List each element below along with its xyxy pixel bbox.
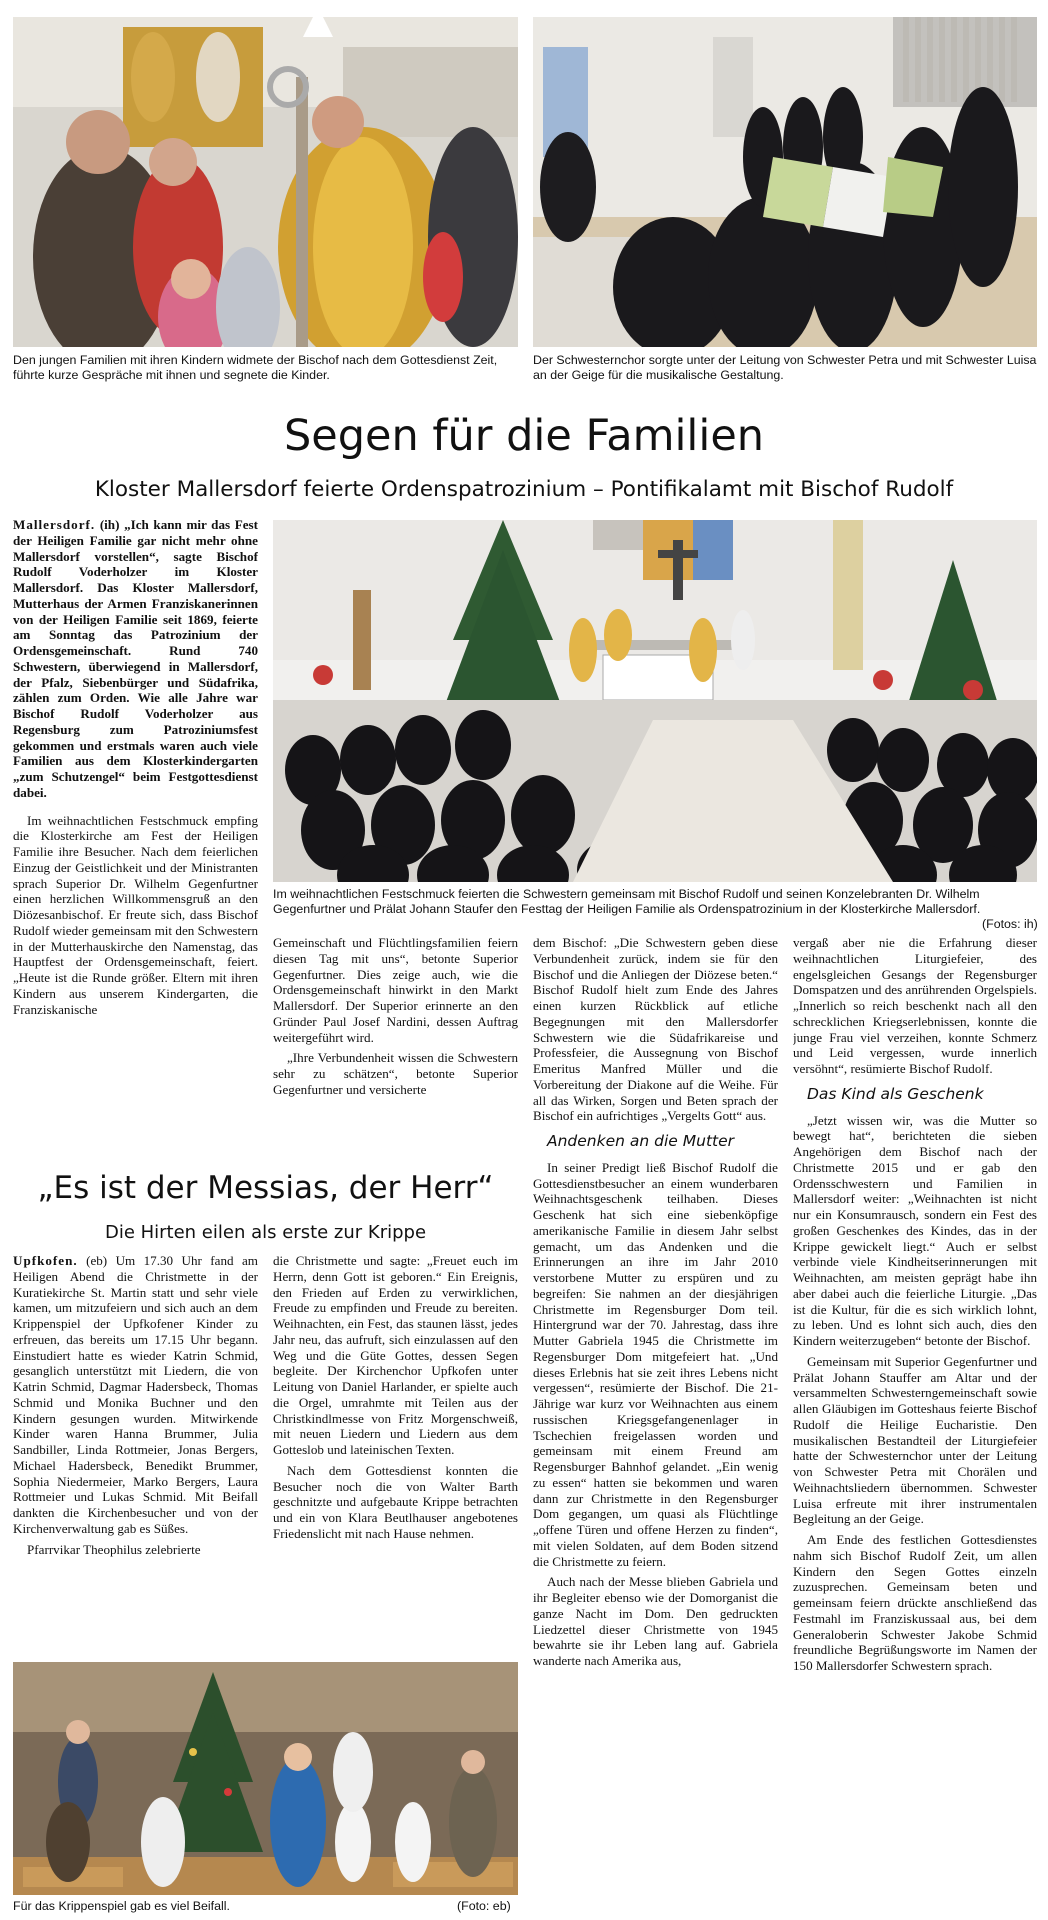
article2-paragraph: Nach dem Gottesdienst konnten die Besucher noch die von Walter Barth geschnitzte und aufgebaute Krippe betrachten und ein von Klara Beutlhauser angebotenes Friedenslicht mit nach Hause nehmen. xyxy=(273,1462,518,1541)
article1-subhead: Kloster Mallersdorf feierte Ordenspatrozinium – Pontifikalamt mit Bischof Rudolf xyxy=(94,477,954,502)
article1-paragraph: Auch nach der Messe blieben Gabriela und ihr Begleiter ebenso wie der Domorganist die ganze Nacht im Dom. Den gedruckten Liedzettel dieser Christmette von 1945 bewahrte sie ihr Leben lang auf. Gabriela wanderte nach Amerika aus, xyxy=(533,1574,778,1668)
article2-photo-credit: (Foto: eb) xyxy=(457,1899,511,1913)
article2-photo-caption: Für das Krippenspiel gab es viel Beifall. xyxy=(13,1899,230,1913)
article1-paragraph: Im weihnachtlichen Festschmuck empfing die Klosterkirche am Fest der Heiligen Familie ihre Besucher. Nach dem feierlichen Einzug der Geistlichkeit und der Ministranten sprach Superior Dr. Wilhelm Gegenfurtner einen herzlichen Willkommensgruß an den Diözesanbischof. Er freute sich, dass Bischof Rudolf wieder gemeinsam mit den Schwestern in der Mutterhauskirche den Namenstag, das Hauptfest der Ordensgemeinschaft, feiert. „Heute ist die Runde größer. Eltern mit ihren Kindern aus unserem Kindergarten, die Franziskanische xyxy=(13,812,258,1017)
article1-paragraph: vergaß aber nie die Erfahrung dieser weihnachtlichen Liturgiefeier, des engelsgleichen Gesangs der Regensburger Domspatzen und des anrührenden Orgelspiels. „Innerlich so reich beschenkt nach all den schrecklichen Kriegserlebnissen, konnte die junge Frau viel verzeihen, konnte Schmerz und Leid vergessen, wurde innerlich versöhnt“, resümierte Bischof Rudolf. xyxy=(793,935,1037,1076)
article1-paragraph: In seiner Predigt ließ Bischof Rudolf die Gottesdienstbesucher an einem wunderbaren Weihnachtsgeschenk teilhaben. Dieses Geschenk hat sich eine siebenköpfige amerikanische Familie in diesem Jahr selbst gemacht, um das Andenken und die Erinnerungen an ihre im Jahr 2010 verstorbene Mutter zu erspüren und zu begreifen: Sie nahmen an der diesjährigen Christmette im Regensburger Dom teil. Hintergrund war der 70. Jahrestag, dass ihre Mutter Gabriela 1945 die Christmette im Regensburger Dom mitgefeiert hat. „Und dieses Erlebnis hat sie zeit ihres Lebens nicht vergessen“, resümierte der Bischof. Die 21-Jährige war kurz vor Weihnachten aus einem russischen Kriegsgefangenenlager in Tschechien freigelassen worden und gemeinsam mit einem Freund am Regensburger Bahnhof gelandet. „Ein wenig zu essen“ hatten sie bekommen und waren dann zur Christmette in den Regensburger Dom gegangen, um quasi als Flüchtlinge „offene Türen und offene Herzen zu finden“, mit vielen Soldaten, auf dem Boden sitzend die Christmette zu feiern. xyxy=(533,1159,778,1569)
article1-column-1 xyxy=(13,517,258,1147)
article1-paragraph: Am Ende des festlichen Gottesdienstes nahm sich Bischof Rudolf Zeit, um allen Kindern den Segen Gottes einzeln zuzusprechen. Gemeinsam beten und gemeinsam feiern drückte anschließend das Festmahl im Franziskussaal aus, bei dem Generaloberin Schwester Jakobe Schmid freundliche Begrüßungsworte im Namen der 150 Mallersdorfer Schwestern sprach. xyxy=(793,1532,1037,1673)
article1-section-heading: Andenken an die Mutter xyxy=(547,1132,735,1150)
article2-column-2 xyxy=(273,1253,518,1658)
photo-church-service xyxy=(273,520,1037,882)
article1-dateline: Mallersdorf. xyxy=(13,517,96,532)
article1-paragraph: Gemeinschaft und Flüchtlingsfamilien feiern diesen Tag mit uns“, betonte Superior Gegenfurtner. Dies zeige auch, wie die Ordensgemeinschaft hinwirkt in den Markt Mallersdorf. Der Superior erinnerte an den Gründer Paul Josef Nardini, dessen Auftrag weitergeführt wird. xyxy=(273,935,518,1045)
article2-paragraph: Pfarrvikar Theophilus zelebrierte xyxy=(27,1541,201,1557)
article1-headline: Segen für die Familien xyxy=(283,411,765,461)
photo-sisters-choir xyxy=(533,17,1037,347)
article1-paragraph: dem Bischof: „Die Schwestern geben diese Verbundenheit zurück, indem sie für den Bischof und die Anliegen der Diözese beten.“ Bischof Rudolf hielt zum Ende des Jahres einen kurzen Rückblick auf etliche Begegnungen mit den Mallersdorfer Schwestern wie die Südafrikareise und Professfeier, die Aussegnung von Bischof Emeritus Manfred Müller und die Vorbereitung der Diakone auf die Weihe. Für all das Wirken, Sorgen und Beten sprach der Bischof ein aufrichtiges „Vergelts Gott“ aus. xyxy=(533,935,778,1124)
article1-column-2 xyxy=(273,935,518,1145)
article2-paragraph xyxy=(13,1253,258,1537)
article1-section-heading: Das Kind als Geschenk xyxy=(807,1084,984,1103)
article1-column-3 xyxy=(533,935,778,1920)
article2-paragraph: die Christmette und sagte: „Freuet euch im Herrn, denn Gott ist geboren.“ Ein Ereignis, den Frieden auf Erden zu verwirklichen, Freude zu empfinden und Freude zu bereiten. Weihnachten, ein Fest, das staunen lässt, jedes Jahr neu, das aufruft, sich einzulassen auf den Weg und die Güte Gottes, dessen Segen begleite. Der Kirchenchor Upfkofen unter Leitung von Daniel Harlander, er spielte auch die Orgel, umrahmte mit Teilen aus der Christkindlmesse von Fritz Morgenschweiß, mit neuen Liedern und Liedern aus dem Gotteslob und lateinischen Texten. xyxy=(273,1253,518,1457)
article2-subhead: Die Hirten eilen als erste zur Krippe xyxy=(104,1222,427,1243)
article2-lead-text: (eb) Um 17.30 Uhr fand am Heiligen Abend die Christmette in der Kuratiekirche St. Martin statt und sehr viele kamen, um mitzufeiern und sich auch an dem Krippenspiel der Upfkofener Kinder zu erfreuen, das bereits um 17.15 Uhr begann. Einstudiert hatte es wieder Katrin Schmid, gesanglich unterstützt mit Liedern, die von Katrin Schmid, Dagmar Hadersbeck, Thomas Schmid und Monika Buchner und den Kindern gesungen wurden. Mitwirkende Kinder waren Hanna Brummer, Julia Sandbiller, Linda Rottmeier, Jonas Bergers, Michael Hadersbeck, Benedikt Brummer, Sophia Niedermeier, Marko Bergers, Laura Rottmeier und Lukas Schmid. Mit Beifall dankten die Kirchenbesucher und von der Kirchenverwaltung gab es Süßes. xyxy=(13,1253,258,1536)
article1-paragraph: „Ihre Verbundenheit wissen die Schwestern sehr zu schätzen“, betonte Superior Gegenfurtner und versicherte xyxy=(273,1050,518,1097)
article2-headline: „Es ist der Messias, der Herr“ xyxy=(37,1170,494,1206)
article2-dateline: Upfkofen. xyxy=(13,1253,78,1268)
photo-bishop-blessing-families xyxy=(13,17,518,347)
article1-paragraph: „Jetzt wissen wir, was die Mutter so bewegt hat“, berichteten die sieben Angehörigen dem Bischof nach der Christmette 2015 und er gab den Ordensschwestern und Familien in Mallersdorf weiter: „Weihnachten ist nicht nur ein Konsumrausch, sondern ein Fest des großen Geschenkes des Kindes, das in der Krippe gewickelt liegt.“ Auch er selbst verbinde viele Kindheitserinnerungen mit Weihnachten, am meisten geprägt habe ihn aber dabei auch die feierliche Liturgie. „Das ist die Kultur, für die es sich wirklich lohnt, zu leben. Und es lohnt sich auch, dies den Kindern weiterzugeben“ betonte der Bischof. xyxy=(793,1112,1037,1348)
article1-lead-text: (ih) „Ich kann mir das Fest der Heiligen Familie gar nicht mehr ohne Mallersdorf vorstellen“, sagte Bischof Rudolf Voderholzer im Kloster Mallersdorf. Das Kloster Mallersdorf, Mutterhaus der Armen Franziskanerinnen von der Heiligen Familie seit 1869, feierte am Sonntag das Patrozinium der Ordensgemeinschaft. Rund 740 Schwestern, überwiegend in Mallersdorf, der Pfalz, Siebenbürger und Südafrika, zählen zum Orden. Wie alle Jahre war Bischof Rudolf Voderholzer aus Regensburg zum Patroziniumsfest gekommen und erstmals waren auch viele Familien aus dem Klosterkindergarten „zum Schutzengel“ beim Festgottesdienst dabei. xyxy=(13,517,258,800)
article1-column-4 xyxy=(793,935,1037,1920)
top-right-photo-caption: Der Schwesternchor sorgte unter der Leitung von Schwester Petra und mit Schwester Luisa an der Geige für die musikalische Gestaltung. xyxy=(533,353,1037,382)
article1-lead-paragraph xyxy=(13,517,258,801)
article1-paragraph: Gemeinsam mit Superior Gegenfurtner und Prälat Johann Stauffer am Altar und der versammelten Schwesterngemeinschaft sowie allen Gläubigen im Gotteshaus feierte Bischof Rudolf die Heilige Eucharistie. Den musikalischen Bestandteil der Liturgiefeier hatte der Schwesternchor unter der Leitung von Schwester Petra mit Chorälen und Weihnachtsliedern übernommen. Schwester Luisa erfreute mit ihrer instrumentalen Begleitung an der Geige. xyxy=(793,1353,1037,1527)
article1-photo-credit: (Fotos: ih) xyxy=(982,917,1038,931)
top-left-photo-caption: Den jungen Familien mit ihren Kindern widmete der Bischof nach dem Gottesdienst Zeit, führte kurze Gespräche mit ihnen und segnete die Kinder. xyxy=(13,353,498,382)
photo-nativity-play xyxy=(13,1662,518,1895)
article2-column-1 xyxy=(13,1253,258,1658)
article1-photo-caption: Im weihnachtlichen Festschmuck feierten die Schwestern gemeinsam mit Bischof Rudolf und seinen Konzelebranten Dr. Wilhelm Gegenfurtner und Prälat Johann Staufer den Festtag der Heiligen Familie als Ordenspatrozinium in der Klosterkirche Mallersdorf. xyxy=(273,887,981,916)
